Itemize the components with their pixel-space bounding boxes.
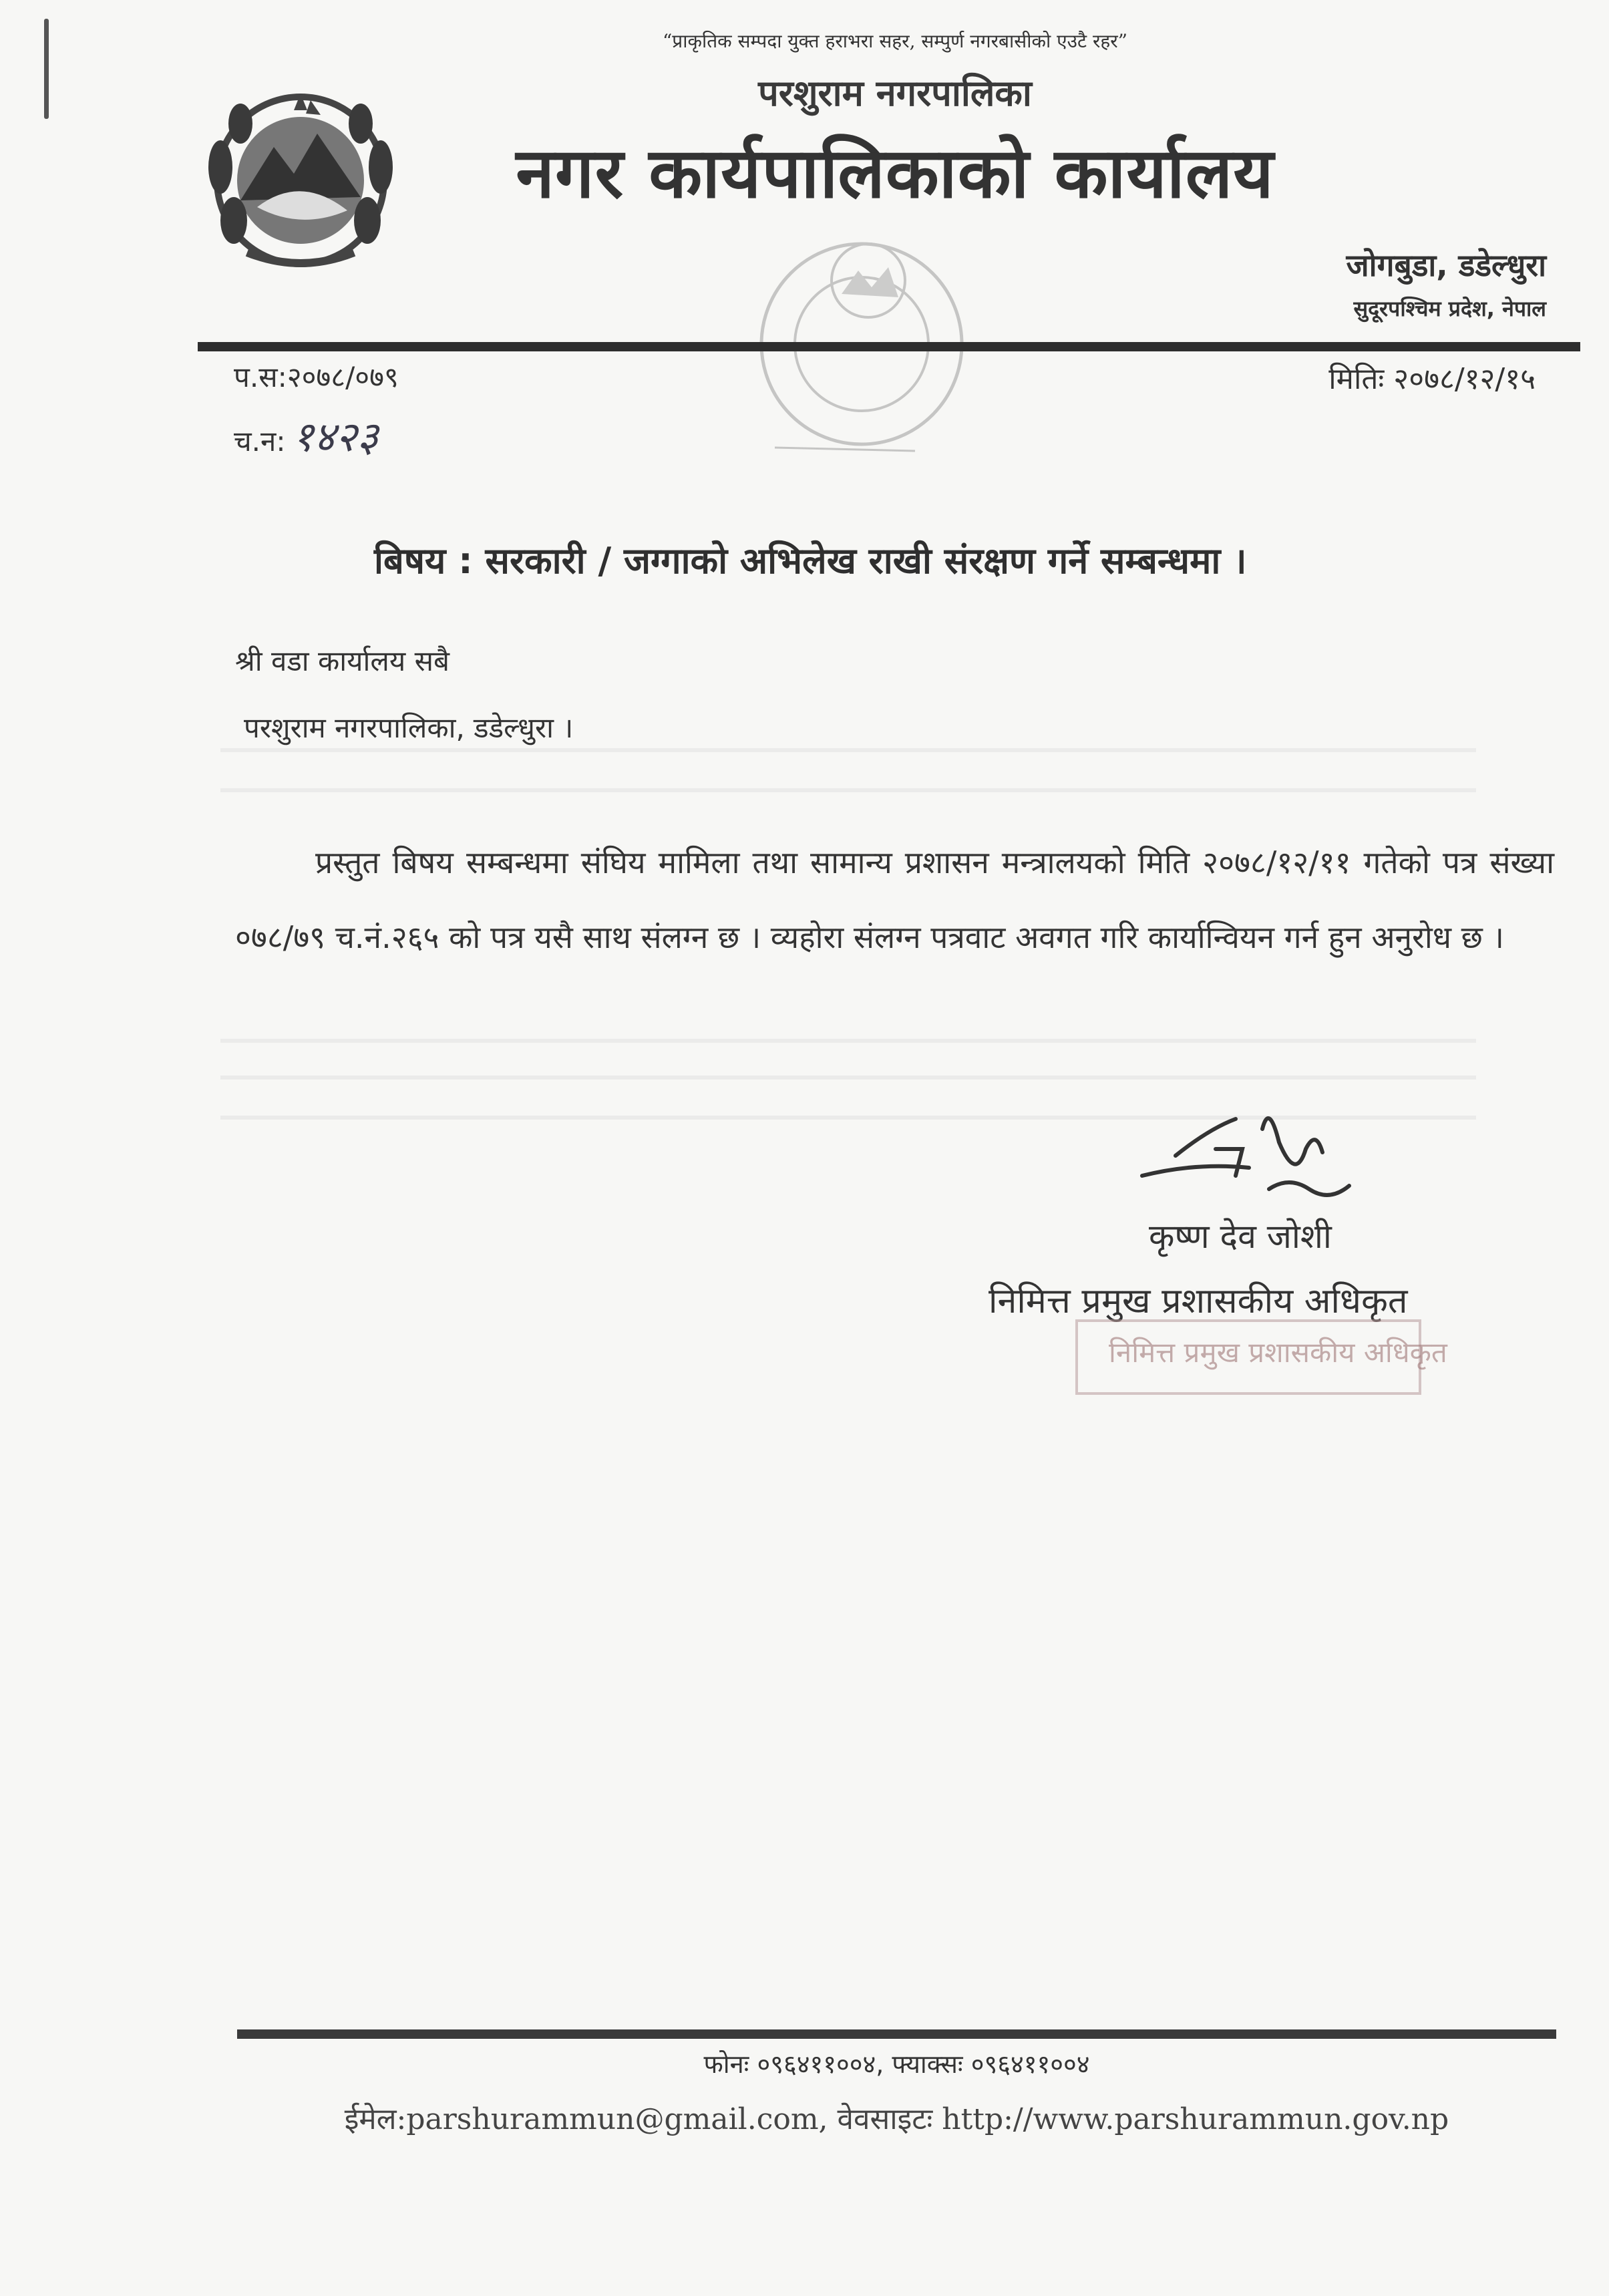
dispatch-number: [234, 407, 378, 464]
header-divider: [198, 342, 1580, 351]
signatory-title: निमित्त प्रमुख प्रशासकीय अधिकृत: [989, 1281, 1408, 1321]
handwritten-signature-icon: [1135, 1089, 1376, 1222]
municipality-name: परशुराम नगरपालिका: [758, 72, 1032, 114]
footer-email-website: ईमेल:parshurammun@gmail.com, वेवसाइटः http://www.parshurammun.gov.np: [344, 2102, 1449, 2136]
bleed-through-line: [220, 1039, 1476, 1043]
nepal-emblem-icon: [194, 73, 407, 281]
letter-body: प्रस्तुत बिषय सम्बन्धमा संघिय मामिला तथा सामान्य प्रशासन मन्त्रालयको मिति २०७८/१२/११ गतेको पत्र संख्या ०७८/७९ च.नं.२६५ को पत्र यसै साथ संलग्न छ । व्यहोरा संलग्न पत्रवाट अवगत गरि कार्यान्वियन गर्न हुन अनुरोध छ ।: [235, 844, 1554, 955]
footer-divider: [237, 2029, 1556, 2039]
header-tagline: “प्राकृतिक सम्पदा युक्त हराभरा सहर, सम्पुर्ण नगरबासीको एउटै रहर”: [662, 30, 1128, 52]
letter-subject: बिषय : सरकारी / जग्गाको अभिलेख राखी संरक्षण गर्ने सम्बन्धमा ।: [374, 540, 1247, 582]
letter-date: मितिः २०७८/१२/१५: [1328, 362, 1536, 396]
dispatch-label: च.न:: [234, 425, 286, 458]
recipient-line-1: श्री वडा कार्यालय सबै: [235, 645, 450, 677]
recipient-line-2: परशुराम नगरपालिका, डडेल्धुरा ।: [244, 711, 574, 744]
bleed-through-line: [220, 1076, 1476, 1080]
dispatch-number-handwritten: १४२३: [292, 412, 379, 461]
location-city: जोगबुडा, डडेल्धुरा: [1346, 247, 1546, 283]
footer-phone-fax: फोनः ०९६४११००४, फ्याक्सः ०९६४११००४: [703, 2049, 1090, 2079]
bleed-through-line: [220, 788, 1476, 792]
office-title: नगर कार्यपालिकाको कार्यालय: [516, 132, 1274, 214]
bleed-through-line: [220, 748, 1476, 752]
reference-number: प.स:२०७८/०७९: [234, 361, 399, 393]
official-stamp-text: निमित्त प्रमुख प्रशासकीय अधिकृत: [1109, 1336, 1447, 1369]
location-province: सुदूरपश्चिम प्रदेश, नेपाल: [1353, 296, 1546, 321]
scan-edge-mark: [44, 19, 49, 119]
signatory-name: कृष्ण देव जोशी: [1149, 1217, 1332, 1256]
